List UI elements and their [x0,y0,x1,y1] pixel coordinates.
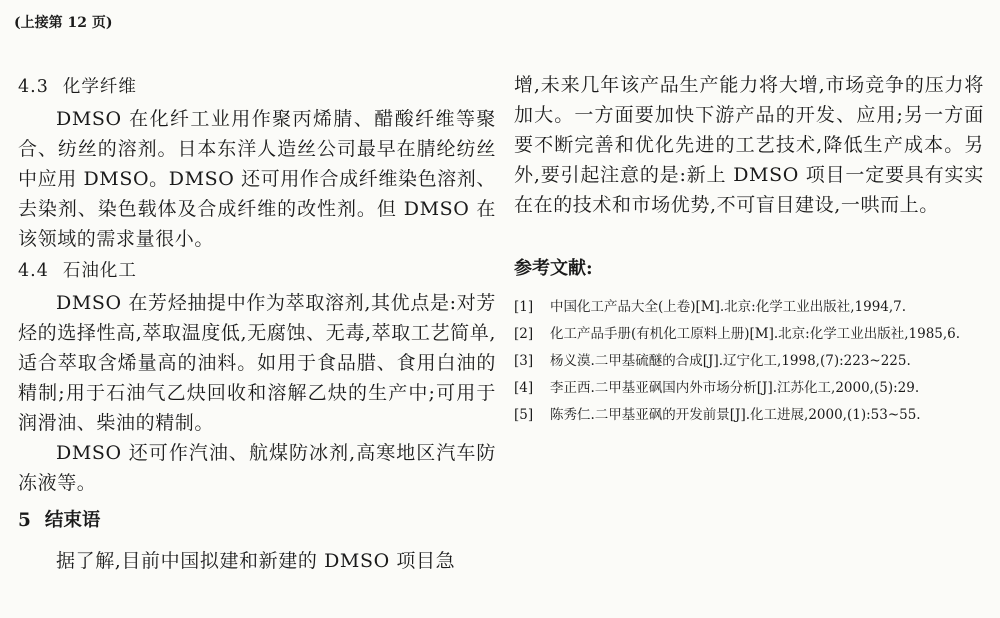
reference-text: 陈秀仁.二甲基亚砜的开发前景[J].化工进展,2000,(1):53~55. [550,407,921,423]
reference-text: 李正西.二甲基亚砜国内外市场分析[J].江苏化工,2000,(5):29. [550,380,920,396]
references-list [514,296,984,426]
section-4-4-paragraph-1: DMSO 在芳烃抽提中作为萃取溶剂,其优点是:对芳烃的选择性高,萃取温度低,无腐蚀、无毒,萃取工艺简单,适合萃取含烯量高的油料。如用于食品腊、食用白油的精制;用于石油气乙炔回收和溶解乙炔的生产中;可用于润滑油、柴油的精制。 [18,292,496,434]
continued-note: (上接第 12 页) [14,15,113,31]
reference-number: [4] [514,380,534,396]
conclusion-paragraph-continued: 增,未来几年该产品生产能力将大增,市场竞争的压力将加大。一方面要加快下游产品的开发、应用;另一方面要不断完善和优化先进的工艺技术,降低生产成本。另外,要引起注意的是:新上 DMSO 项目一定要具有实实在在的技术和市场优势,不可盲目建设,一哄而上。 [514,74,984,216]
reference-number: [3] [514,353,534,369]
reference-item [514,350,984,372]
section-number: 5 [18,510,31,531]
section-5-heading [18,504,496,538]
section-title: 结束语 [44,510,101,531]
section-number: 4.3 [18,77,49,97]
section-title: 石油化工 [62,261,137,281]
reference-number: [1] [514,299,534,315]
reference-item [514,323,984,345]
reference-number: [5] [514,407,534,423]
reference-text: 中国化工产品大全(上卷)[M].北京:化学工业出版社,1994,7. [550,299,907,315]
right-column [514,70,984,431]
section-4-4-paragraph-2: DMSO 还可作汽油、航煤防冰剂,高寒地区汽车防冻液等。 [18,442,496,494]
references-title: 参考文献: [514,258,593,279]
section-4-3-paragraph: DMSO 在化纤工业用作聚丙烯腈、醋酸纤维等聚合、纺丝的溶剂。日本东洋人造丝公司最早在腈纶纺丝中应用 DMSO。DMSO 还可用作合成纤维染色溶剂、去染剂、染色载体及合成纤维的改性剂。但 DMSO 在该领域的需求量很小。 [18,108,496,250]
reference-text: 化工产品手册(有机化工原料上册)[M].北京:化学工业出版社,1985,6. [550,326,961,342]
section-title: 化学纤维 [62,77,137,97]
reference-text: 杨义漠.二甲基硫醚的合成[J].辽宁化工,1998,(7):223~225. [550,353,911,369]
section-4-3-heading [18,70,496,104]
reference-item [514,296,984,318]
section-5-paragraph: 据了解,目前中国拟建和新建的 DMSO 项目急 [56,550,456,572]
left-column [18,70,496,576]
section-number: 4.4 [18,261,49,281]
reference-item [514,377,984,399]
reference-number: [2] [514,326,534,342]
section-4-4-heading [18,254,496,288]
reference-item [514,404,984,426]
